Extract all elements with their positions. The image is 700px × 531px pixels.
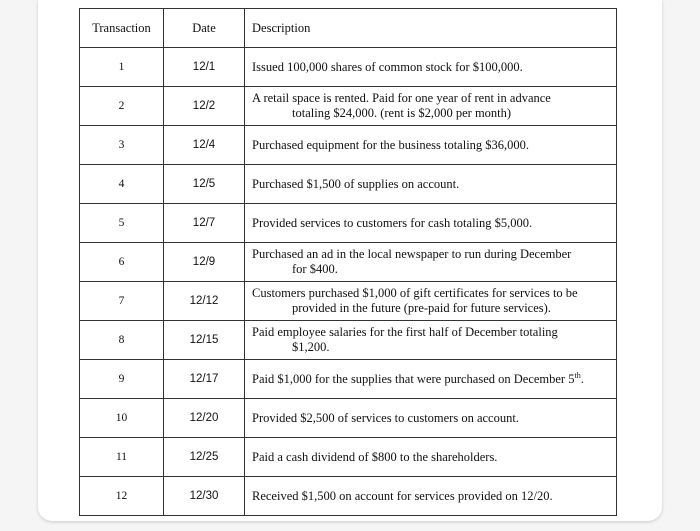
transaction-description bbox=[245, 243, 617, 282]
table-row bbox=[80, 321, 617, 360]
transaction-number: 7 bbox=[80, 282, 164, 321]
transaction-description bbox=[245, 204, 617, 243]
transaction-description bbox=[245, 48, 617, 87]
header-transaction: Transaction bbox=[80, 9, 164, 48]
transaction-date: 12/30 bbox=[164, 477, 245, 516]
description-tail: . bbox=[580, 372, 584, 387]
transaction-number: 6 bbox=[80, 243, 164, 282]
description-line bbox=[252, 371, 610, 387]
transaction-description bbox=[245, 87, 617, 126]
description-line: Provided services to customers for cash totaling $5,000. bbox=[252, 215, 533, 230]
table-row bbox=[80, 126, 617, 165]
transaction-date: 12/4 bbox=[164, 126, 245, 165]
transaction-number: 3 bbox=[80, 126, 164, 165]
transaction-description bbox=[245, 399, 617, 438]
description-continuation: totaling $24,000. (rent is $2,000 per month) bbox=[292, 106, 512, 120]
transaction-date: 12/1 bbox=[164, 48, 245, 87]
transaction-date: 12/20 bbox=[164, 399, 245, 438]
transaction-number: 9 bbox=[80, 360, 164, 399]
transaction-number: 4 bbox=[80, 165, 164, 204]
transaction-date: 12/17 bbox=[164, 360, 245, 399]
table-header-row bbox=[80, 9, 617, 48]
transaction-description bbox=[245, 321, 617, 360]
transaction-description bbox=[245, 165, 617, 204]
transaction-description bbox=[245, 438, 617, 477]
description-line: Paid a cash dividend of $800 to the shareholders. bbox=[252, 449, 498, 464]
transaction-date: 12/2 bbox=[164, 87, 245, 126]
table-row bbox=[80, 87, 617, 126]
transaction-date: 12/25 bbox=[164, 438, 245, 477]
description-line: Purchased $1,500 of supplies on account. bbox=[252, 176, 460, 191]
description-continuation: for $400. bbox=[292, 262, 338, 276]
description-continuation: $1,200. bbox=[292, 340, 330, 354]
description-text: Paid $1,000 for the supplies that were purchased on December 5 bbox=[252, 372, 575, 387]
description-line: Customers purchased $1,000 of gift certificates for services to be bbox=[252, 286, 578, 300]
table-row bbox=[80, 438, 617, 477]
table-row bbox=[80, 165, 617, 204]
transaction-date: 12/7 bbox=[164, 204, 245, 243]
transaction-number: 12 bbox=[80, 477, 164, 516]
transaction-description bbox=[245, 282, 617, 321]
description-line: Purchased equipment for the business totaling $36,000. bbox=[252, 137, 530, 152]
table-row bbox=[80, 360, 617, 399]
description-line: Issued 100,000 shares of common stock for $100,000. bbox=[252, 59, 523, 74]
table-row bbox=[80, 48, 617, 87]
transaction-number: 11 bbox=[80, 438, 164, 477]
description-line: Purchased an ad in the local newspaper to run during December bbox=[252, 247, 572, 261]
table-row bbox=[80, 243, 617, 282]
transactions-table bbox=[79, 8, 617, 516]
table-row bbox=[80, 399, 617, 438]
header-date: Date bbox=[164, 9, 245, 48]
transaction-number: 10 bbox=[80, 399, 164, 438]
table-row bbox=[80, 204, 617, 243]
description-continuation: provided in the future (pre-paid for future services). bbox=[292, 301, 551, 315]
transaction-description bbox=[245, 477, 617, 516]
transaction-date: 12/15 bbox=[164, 321, 245, 360]
description-line: Provided $2,500 of services to customers on account. bbox=[252, 410, 519, 425]
ordinal-suffix: th bbox=[574, 370, 581, 380]
transaction-date: 12/12 bbox=[164, 282, 245, 321]
transaction-number: 1 bbox=[80, 48, 164, 87]
transaction-date: 12/9 bbox=[164, 243, 245, 282]
description-line: Paid employee salaries for the first half of December totaling bbox=[252, 325, 558, 339]
description-line: A retail space is rented. Paid for one year of rent in advance bbox=[252, 91, 551, 105]
transaction-date: 12/5 bbox=[164, 165, 245, 204]
table-row bbox=[80, 477, 617, 516]
transaction-number: 2 bbox=[80, 87, 164, 126]
transaction-number: 5 bbox=[80, 204, 164, 243]
table-row bbox=[80, 282, 617, 321]
transaction-number: 8 bbox=[80, 321, 164, 360]
description-line: Received $1,500 on account for services provided on 12/20. bbox=[252, 488, 553, 503]
header-description: Description bbox=[245, 9, 617, 48]
transaction-description bbox=[245, 360, 617, 399]
transaction-description bbox=[245, 126, 617, 165]
